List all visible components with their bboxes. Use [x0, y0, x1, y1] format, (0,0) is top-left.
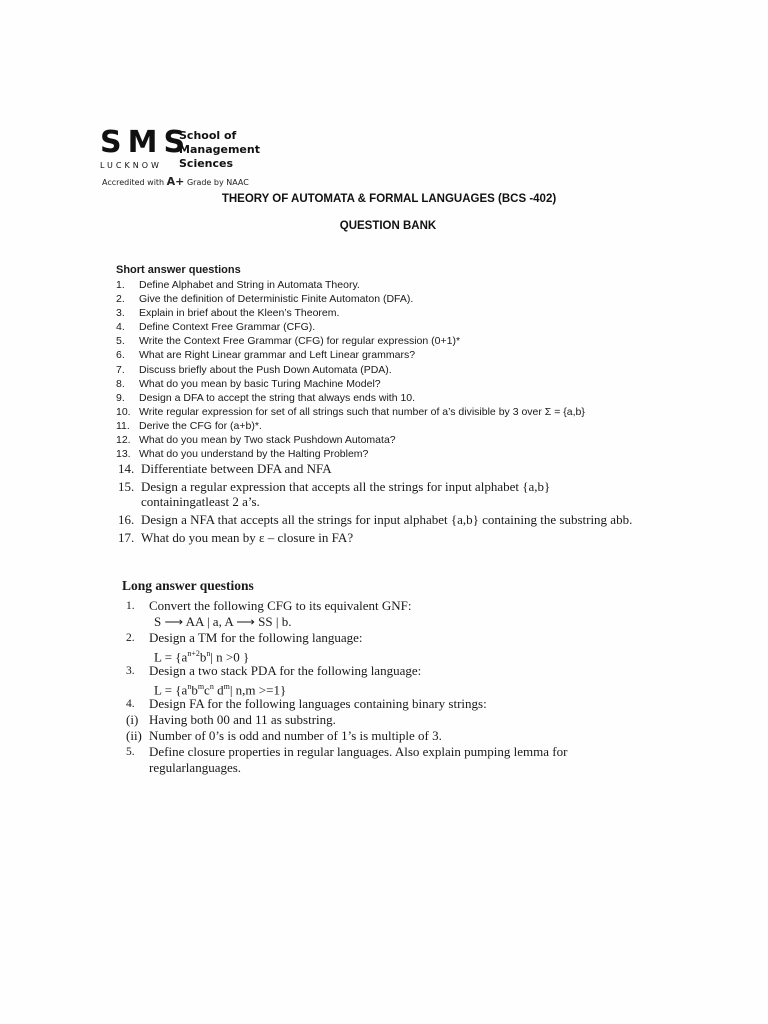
item-number: 17. — [118, 530, 135, 546]
item-number: 5. — [126, 746, 135, 758]
item-number: 6. — [116, 349, 125, 362]
list-item-continuation — [122, 679, 662, 698]
item-text: Define Context Free Grammar (CFG). — [139, 321, 316, 334]
list-item — [122, 696, 662, 712]
list-item — [122, 630, 662, 646]
short-answer-list — [116, 278, 676, 545]
lang-part: b — [199, 649, 207, 665]
lang-part: L = {a — [154, 682, 188, 698]
list-item — [116, 334, 676, 348]
item-text: Define closure properties in regular languages. Also explain pumping lemma for — [149, 744, 568, 759]
item-number: 3. — [126, 665, 135, 677]
item-text: Discuss briefly about the Push Down Automata (PDA). — [139, 363, 392, 376]
list-item — [122, 663, 662, 679]
item-text: What are Right Linear grammar and Left Linear grammars? — [139, 349, 416, 362]
item-number: 9. — [116, 391, 125, 404]
item-number: 14. — [118, 461, 135, 477]
logo-line: School of — [179, 129, 237, 142]
item-text: Define Alphabet and String in Automata Theory. — [139, 279, 360, 291]
list-item — [116, 348, 676, 362]
item-number: 13. — [116, 448, 131, 461]
item-text: Design a two stack PDA for the following language: — [149, 663, 422, 678]
item-text: Having both 00 and 11 as substring. — [149, 712, 336, 727]
list-item — [116, 447, 676, 461]
item-number: 5. — [116, 335, 125, 348]
item-text: Give the definition of Deterministic Finite Automaton (DFA). — [139, 293, 414, 306]
logo-line: Sciences — [179, 157, 234, 170]
list-item — [116, 377, 676, 391]
grammar-rule: S ⟶ AA | a, A ⟶ SS | b. — [154, 614, 292, 629]
list-item — [116, 530, 676, 545]
item-number: (ii) — [126, 728, 142, 743]
item-number: 12. — [116, 434, 131, 447]
item-number: 2. — [116, 293, 125, 306]
item-number: 7. — [116, 363, 125, 376]
item-text: Explain in brief about the Kleen’s Theorem. — [139, 307, 340, 320]
list-item — [116, 461, 676, 476]
logo-city: LUCKNOW — [100, 161, 162, 170]
list-item — [116, 479, 676, 509]
logo-line: Management — [179, 143, 260, 156]
list-item — [116, 391, 676, 405]
lang-part: d — [213, 682, 224, 698]
item-number: (i) — [126, 712, 139, 727]
list-item — [116, 512, 676, 527]
lang-part: c — [204, 682, 210, 698]
item-number: 2. — [126, 632, 135, 644]
long-answer-list — [122, 598, 662, 776]
lang-part: | n >0 } — [210, 649, 250, 665]
item-text: What do you understand by the Halting Problem? — [139, 448, 369, 461]
item-number: 4. — [126, 698, 135, 710]
list-item — [116, 419, 676, 433]
list-item — [122, 728, 662, 744]
lang-part: | n,m >=1} — [229, 682, 287, 698]
lang-exponent: n+2 — [187, 649, 200, 658]
accreditation-line — [102, 175, 249, 188]
document-title: THEORY OF AUTOMATA & FORMAL LANGUAGES (BCS -402) — [221, 193, 557, 205]
item-text: Number of 0’s is odd and number of 1’s is multiple of 3. — [149, 728, 442, 743]
logo-institution-name — [179, 129, 260, 171]
item-number: 15. — [118, 479, 135, 495]
accreditation-suffix: Grade by NAAC — [186, 178, 249, 187]
item-text: What do you mean by basic Turing Machine Model? — [139, 377, 381, 390]
item-number: 3. — [116, 307, 125, 320]
item-number: 11. — [116, 419, 130, 432]
list-item-continuation — [122, 646, 662, 665]
lang-exponent: n — [209, 682, 214, 691]
item-number: 1. — [126, 600, 135, 612]
list-item — [122, 744, 662, 760]
lang-part: L = {a — [154, 649, 188, 665]
list-item — [116, 292, 676, 306]
lang-exponent: n — [206, 649, 211, 658]
list-item-continuation — [122, 760, 662, 776]
list-item — [122, 712, 662, 728]
list-item — [116, 278, 676, 292]
list-item — [116, 306, 676, 320]
lang-exponent: m — [197, 682, 205, 691]
item-number: 8. — [116, 377, 125, 390]
list-item — [116, 320, 676, 334]
lang-exponent: n — [187, 682, 192, 691]
accreditation-prefix: Accredited with — [102, 178, 165, 187]
item-number: 10. — [116, 405, 131, 418]
item-text: Write regular expression for set of all strings such that number of a’s divisible by 3 over Σ = {a,b} — [139, 405, 585, 418]
item-number: 16. — [118, 512, 135, 528]
list-item-continuation — [122, 614, 662, 630]
accreditation-grade: A+ — [166, 175, 185, 188]
item-text: Design a DFA to accept the string that always ends with 10. — [139, 391, 416, 404]
item-text: Design a NFA that accepts all the strings for input alphabet {a,b} containing the substring abb. — [141, 512, 633, 528]
list-item — [116, 433, 676, 447]
lang-exponent: m — [223, 682, 230, 691]
lang-part: b — [191, 682, 198, 698]
item-text: What do you mean by Two stack Pushdown Automata? — [139, 434, 396, 447]
item-text: What do you mean by ε – closure in FA? — [141, 530, 354, 546]
list-item — [116, 363, 676, 377]
item-text: Design FA for the following languages containing binary strings: — [149, 696, 487, 711]
item-text: Write the Context Free Grammar (CFG) for regular expression (0+1)* — [139, 335, 461, 348]
item-text-continued: regularlanguages. — [149, 760, 242, 775]
item-text: Differentiate between DFA and NFA — [141, 461, 332, 477]
item-text: Design a TM for the following language: — [149, 630, 363, 645]
item-text: Convert the following CFG to its equivalent GNF: — [149, 598, 412, 613]
list-item — [116, 405, 676, 419]
document-subtitle: QUESTION BANK — [339, 220, 437, 232]
long-answer-heading: Long answer questions — [122, 578, 254, 593]
short-answer-heading: Short answer questions — [116, 264, 241, 276]
list-item — [122, 598, 662, 614]
item-text: Derive the CFG for (a+b)*. — [139, 419, 262, 432]
item-text: Design a regular expression that accepts all the strings for input alphabet {a,b} containingatleast 2 a’s. — [141, 479, 551, 510]
logo-mark: SMS — [100, 125, 192, 160]
item-number: 4. — [116, 321, 125, 334]
item-number: 1. — [116, 279, 125, 291]
